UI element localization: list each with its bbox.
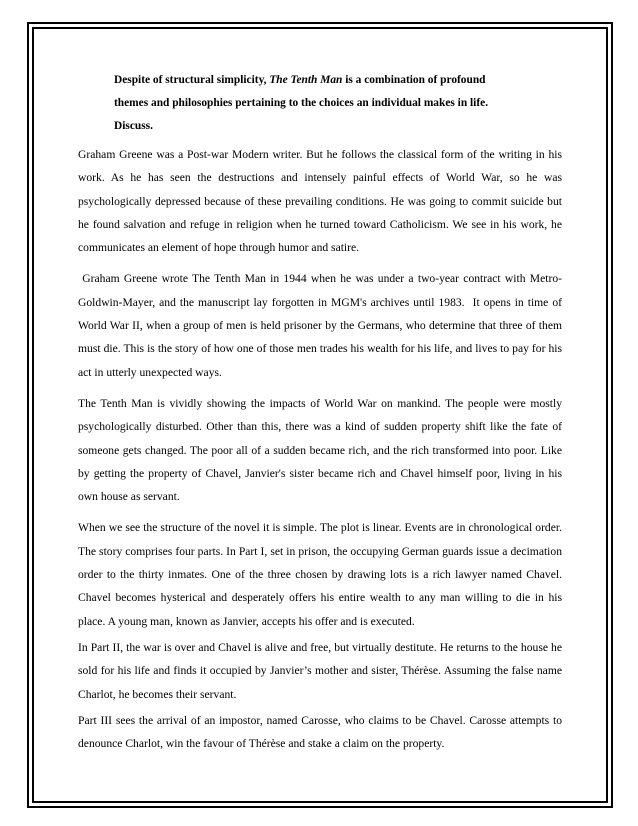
paragraph-part-three: Part III sees the arrival of an impostor, named Carosse, who claims to be Chavel. Carosse attempts to denounce Charlot, win the favour of Thérèse and stake a claim on the property. xyxy=(78,713,562,751)
paragraph-structure: When we see the structure of the novel it is simple. The plot is linear. Events are in chronological order. The story comprises four parts. In Part I, set in prison, the occupying German guards issue a decimation order to the thirty inmates. One of the three chosen by drawing lots is a rich lawyer named Chavel. Chavel becomes hysterical and desperately offers his entire wealth to any man willing to die in his place. A young man, known as Janvier, accepts his offer and is executed. xyxy=(78,521,562,628)
question-line-2: themes and philosophies pertaining to the choices an individual makes in life. xyxy=(114,97,489,109)
essay-question xyxy=(114,69,562,138)
novel-title: The Tenth Man xyxy=(269,74,343,86)
document-body xyxy=(78,69,565,763)
paragraph-tenth-man-origin: Graham Greene wrote The Tenth Man in 1944 when he was under a two-year contract with Metro-Goldwin-Mayer, and the manuscript lay forgotten in MGM's archives until 1983. It opens in time of World War II, when a group of men is held prisoner by the Germans, who determine that three of them must die. This is the story of how one of those men trades his wealth for his life, and lives to pay for his act in utterly unexpected ways. xyxy=(78,272,565,379)
question-line-1 xyxy=(114,69,562,92)
paragraph-greene-background: Graham Greene was a Post-war Modern writer. But he follows the classical form of the writing in his work. As he has seen the destructions and intensely painful effects of World War, so he was psychologically depressed because of these prevailing conditions. He was going to commit suicide but he found salvation and refuge in religion when he turned toward Catholicism. We see in his work, he communicates an element of hope through humor and satire. xyxy=(78,148,562,255)
question-line-1-end: is a combination of profound xyxy=(342,74,486,86)
paragraph-war-impacts: The Tenth Man is vividly showing the impacts of World War on mankind. The people were mostly psychologically disturbed. Other than this, there was a kind of sudden property shift like the fate of someone gets changed. The poor all of a sudden became rich, and the rich transformed into poor. Like by getting the property of Chavel, Janvier's sister became rich and Chavel himself poor, living in his own house as servant. xyxy=(78,396,562,504)
paragraph-part-two: In Part II, the war is over and Chavel is alive and free, but virtually destitute. He returns to the house he sold for his life and finds it occupied by Janvier’s mother and sister, Thérèse. Assuming the false name Charlot, he becomes their servant. xyxy=(78,640,562,701)
question-line-1-start: Despite of structural simplicity, xyxy=(114,74,270,86)
question-line-3: Discuss. xyxy=(114,120,153,132)
